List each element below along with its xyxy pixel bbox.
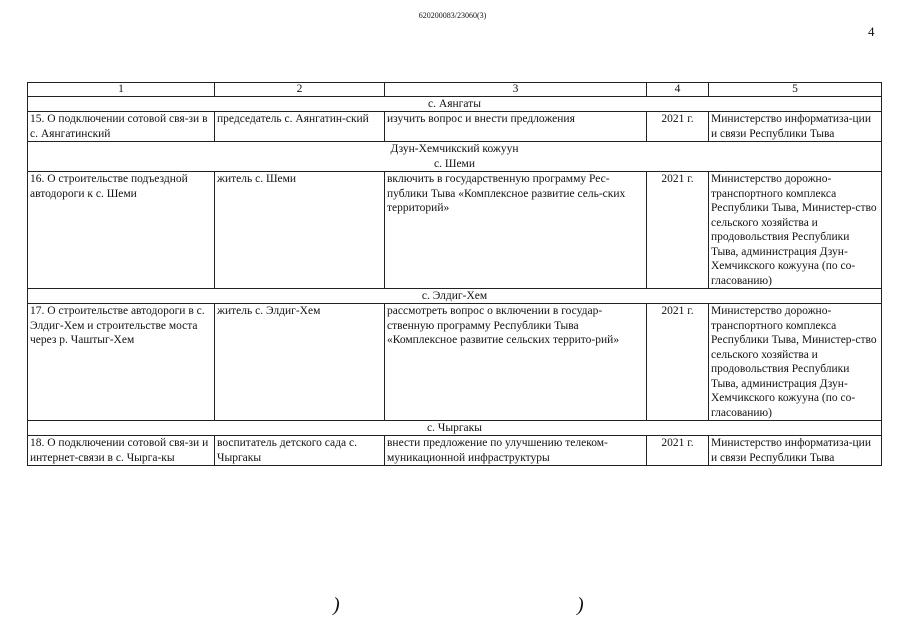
section-header-row xyxy=(28,97,882,112)
table-row xyxy=(28,112,882,142)
year-cell: 2021 г. xyxy=(647,304,709,421)
measures-table xyxy=(27,82,882,466)
table-row xyxy=(28,304,882,421)
section-title: с. Аянгаты xyxy=(28,97,882,112)
applicant-cell: председатель с. Аянгатин-ский xyxy=(215,112,385,142)
applicant-cell: житель с. Элдиг-Хем xyxy=(215,304,385,421)
year-cell: 2021 г. xyxy=(647,172,709,289)
topic-cell: 15. О подключении сотовой свя-зи в с. Аянгатинский xyxy=(28,112,215,142)
topic-cell: 17. О строительстве автодороги в с. Элдиг-Хем и строительстве моста через р. Чаштыг-Хем xyxy=(28,304,215,421)
section-header-row xyxy=(28,142,882,172)
district-title: Дзун-Хемчикский кожуун xyxy=(390,143,519,155)
section-title: с. Чыргакы xyxy=(28,421,882,436)
signature-mark: ) xyxy=(577,594,584,616)
responsible-cell: Министерство дорожно-транспортного комплекса Республики Тыва, Министер-ство сельского хозяйства и продовольствия Республики Тыва, администрация Дзун-Хемчикского кожууна (по со-гласованию) xyxy=(709,172,882,289)
table-row xyxy=(28,172,882,289)
year-cell: 2021 г. xyxy=(647,112,709,142)
column-number: 1 xyxy=(28,83,215,97)
applicant-cell: воспитатель детского сада с. Чыргакы xyxy=(215,436,385,466)
responsible-cell: Министерство дорожно-транспортного комплекса Республики Тыва, Министер-ство сельского хозяйства и продовольствия Республики Тыва, администрация Дзун-Хемчикского кожууна (по со-гласованию) xyxy=(709,304,882,421)
section-title: с. Элдиг-Хем xyxy=(28,289,882,304)
topic-cell: 16. О строительстве подъездной автодороги к с. Шеми xyxy=(28,172,215,289)
column-number: 3 xyxy=(385,83,647,97)
document-code: 620200083/23060(3) xyxy=(418,11,487,20)
applicant-cell: житель с. Шеми xyxy=(215,172,385,289)
responsible-cell: Министерство информатиза-ции и связи Республики Тыва xyxy=(709,112,882,142)
village-title: с. Шеми xyxy=(434,157,475,170)
section-header-row xyxy=(28,421,882,436)
signature-mark: ) xyxy=(333,594,340,616)
measure-cell: включить в государственную программу Рес-публики Тыва «Комплексное развитие сель-ских территорий» xyxy=(385,172,647,289)
column-number: 2 xyxy=(215,83,385,97)
section-header-row xyxy=(28,289,882,304)
year-cell: 2021 г. xyxy=(647,436,709,466)
measure-cell: изучить вопрос и внести предложения xyxy=(385,112,647,142)
column-number-row xyxy=(28,83,882,97)
column-number: 5 xyxy=(709,83,882,97)
table-row xyxy=(28,436,882,466)
measure-cell: рассмотреть вопрос о включении в государ-ственную программу Республики Тыва «Комплексное развитие сельских террито-рий» xyxy=(385,304,647,421)
column-number: 4 xyxy=(647,83,709,97)
responsible-cell: Министерство информатиза-ции и связи Республики Тыва xyxy=(709,436,882,466)
topic-cell: 18. О подключении сотовой свя-зи и интернет-связи в с. Чырга-кы xyxy=(28,436,215,466)
page-number: 4 xyxy=(868,24,875,39)
section-title xyxy=(28,142,882,172)
measure-cell: внести предложение по улучшению телеком-муникационной инфраструктуры xyxy=(385,436,647,466)
